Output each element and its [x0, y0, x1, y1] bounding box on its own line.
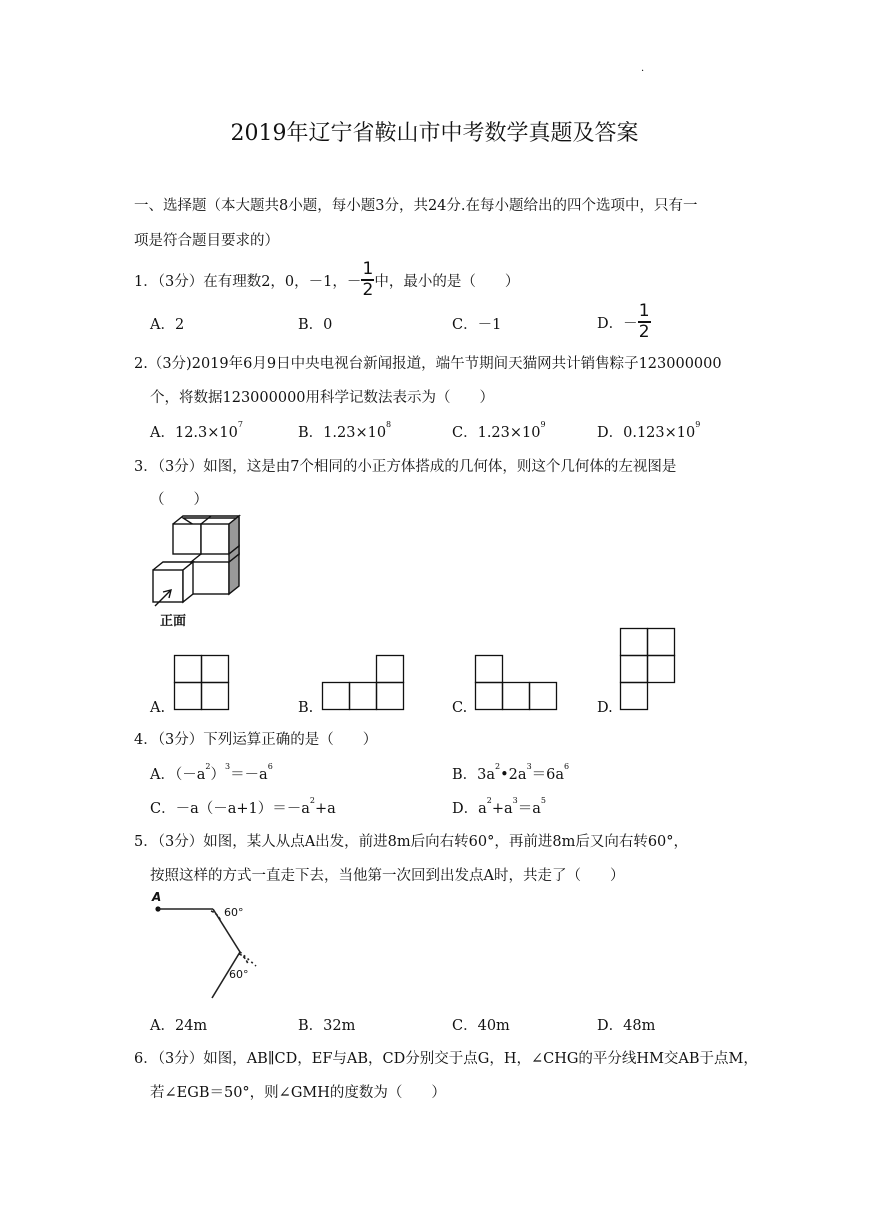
question-1-stem-tail: 中，最小的是（ ） — [374, 273, 520, 290]
angle-label-2: 60° — [229, 968, 249, 981]
question-1-stem — [134, 261, 519, 299]
q4-option-c — [150, 797, 336, 818]
q3-option-a: A. — [150, 700, 166, 716]
question-2-line2: 个，将数据123000000用科学记数法表示为（ ） — [150, 390, 495, 406]
q3-option-b-view — [322, 655, 406, 710]
q4-d-exp1: 2 — [486, 796, 492, 805]
q1-option-b: B．0 — [298, 317, 333, 333]
fraction-denominator: 2 — [362, 280, 374, 300]
q4-a-part3: ＝－a — [230, 767, 268, 783]
fraction-numerator: 1 — [638, 301, 650, 321]
q4-b-exp3: 6 — [564, 762, 570, 771]
q4-c-part1: C．－a（－a+1）＝－a — [150, 801, 310, 817]
q5-option-a: A．24m — [150, 1018, 208, 1034]
question-1-stem-text: 1．（3分）在有理数2，0，－1，－ — [134, 273, 362, 290]
q5-option-d: D．48m — [597, 1018, 656, 1034]
question-6-line2: 若∠EGB＝50°，则∠GMH的度数为（ ） — [150, 1085, 446, 1101]
section-heading-line1: 一、选择题（本大题共8小题，每小题3分，共24分.在每小题给出的四个选项中，只有一 — [134, 198, 698, 214]
q1-option-d — [597, 303, 651, 341]
question-5-line1: 5．（3分）如图，某人从点A出发，前进8m后向右转60°，再前进8m后又向右转60°， — [134, 834, 689, 850]
q3-option-d: D. — [597, 700, 613, 716]
q3-option-d-view — [620, 628, 676, 710]
walking-path-figure — [148, 892, 278, 1002]
q4-d-part3: ＝a — [517, 801, 541, 817]
q4-b-exp1: 2 — [495, 762, 501, 771]
q2-option-b-exp: 8 — [386, 420, 392, 429]
q4-a-exp1: 2 — [205, 762, 211, 771]
q4-d-part1: D．a — [452, 801, 487, 817]
fraction-half — [361, 261, 374, 299]
q3-option-a-view — [174, 655, 230, 710]
q4-option-b — [452, 763, 569, 784]
q4-option-a — [150, 763, 273, 784]
fraction-denominator: 2 — [638, 322, 650, 342]
q4-a-exp3: 6 — [267, 762, 273, 771]
q4-d-exp2: 3 — [512, 796, 518, 805]
q1-option-c: C．－1 — [452, 317, 502, 333]
q2-option-c — [452, 421, 546, 442]
q2-option-b — [298, 421, 391, 442]
question-6-line1: 6．（3分）如图，AB∥CD，EF与AB，CD分别交于点G，H，∠CHG的平分线HM交AB于点M， — [134, 1051, 758, 1067]
q4-d-exp3: 5 — [540, 796, 547, 805]
q2-option-a-text: A．12.3×10 — [150, 425, 238, 441]
q4-b-part3: ＝6a — [531, 767, 565, 783]
q4-d-part2: +a — [491, 801, 513, 817]
q4-c-part2: +a — [315, 801, 336, 817]
section-heading-line2: 项是符合题目要求的） — [134, 233, 279, 249]
q1-option-d-prefix: D．－ — [597, 315, 638, 332]
question-4-stem: 4．（3分）下列运算正确的是（ ） — [134, 732, 378, 748]
q3-option-c: C. — [452, 700, 468, 716]
corner-mark: · — [641, 66, 645, 77]
q2-option-d — [597, 421, 700, 442]
fraction-half — [638, 303, 651, 341]
point-a-label: A — [152, 890, 162, 904]
q2-option-a — [150, 421, 243, 442]
q2-option-a-exp: 7 — [237, 420, 243, 429]
q2-option-d-exp: 9 — [695, 420, 701, 429]
question-2-line1: 2.（3分)2019年6月9日中央电视台新闻报道，端午节期间天猫网共计销售粽子123000000 — [134, 356, 722, 372]
q5-option-c: C．40m — [452, 1018, 510, 1034]
question-5-line2: 按照这样的方式一直走下去，当他第一次回到出发点A时，共走了（ ） — [150, 868, 625, 884]
q2-option-c-text: C．1.23×10 — [452, 425, 541, 441]
q4-option-d — [452, 797, 546, 818]
fraction-numerator: 1 — [362, 259, 374, 279]
angle-label-1: 60° — [224, 906, 244, 919]
q3-option-c-view — [475, 655, 559, 710]
q2-option-d-text: D．0.123×10 — [597, 425, 696, 441]
question-3-line2: （ ） — [150, 492, 208, 508]
q5-option-b: B．32m — [298, 1018, 356, 1034]
q2-option-b-text: B．1.23×10 — [298, 425, 387, 441]
page-title: 2019年辽宁省鞍山市中考数学真题及答案 — [230, 121, 639, 146]
q4-c-exp1: 2 — [309, 796, 315, 805]
q4-b-part2: •2a — [500, 767, 527, 783]
front-view-label: 正面 — [160, 614, 187, 629]
q4-a-part2: ） — [210, 767, 225, 783]
q4-b-part1: B．3a — [452, 767, 496, 783]
q2-option-c-exp: 9 — [540, 420, 546, 429]
q4-b-exp2: 3 — [526, 762, 532, 771]
q1-option-a: A．2 — [150, 317, 185, 333]
question-3-line1: 3．（3分）如图，这是由7个相同的小正方体搭成的几何体，则这个几何体的左视图是 — [134, 459, 677, 475]
q4-a-exp2: 3 — [224, 762, 231, 771]
q4-a-part1: A．（－a — [150, 767, 206, 783]
q3-option-b: B. — [298, 700, 314, 716]
